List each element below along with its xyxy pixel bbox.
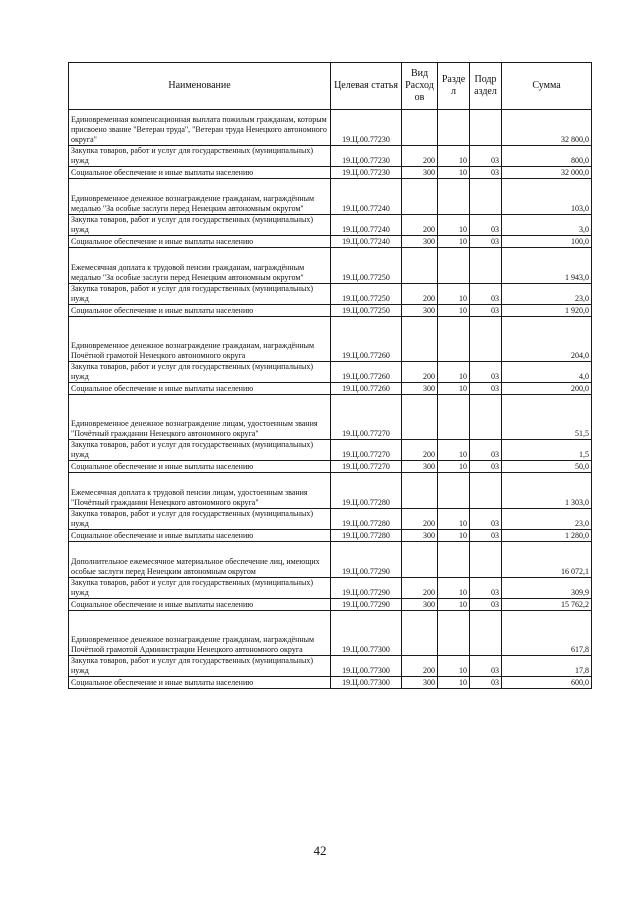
- cell-name: Ежемесячная доплата к трудовой пенсии лицам, удостоенным звания "Почётный гражданин Ненецкого автономного округа": [69, 473, 331, 509]
- cell-section: 10: [438, 578, 470, 599]
- cell-target-article: 19.Ц.00.77260: [331, 317, 402, 362]
- cell-subsection: 03: [470, 440, 502, 461]
- cell-expense-type: 300: [402, 530, 438, 542]
- cell-amount: 204,0: [502, 317, 592, 362]
- cell-section: [438, 473, 470, 509]
- table-row: [69, 395, 592, 440]
- cell-name: Дополнительное ежемесячное материальное обеспечение лиц, имеющих особые заслуги перед Ненецким автономным округом: [69, 542, 331, 578]
- table-row: [69, 317, 592, 362]
- cell-target-article: 19.Ц.00.77230: [331, 146, 402, 167]
- cell-subsection: [470, 473, 502, 509]
- cell-amount: 800,0: [502, 146, 592, 167]
- cell-expense-type: 300: [402, 599, 438, 611]
- cell-subsection: [470, 248, 502, 284]
- cell-name: Закупка товаров, работ и услуг для государственных (муниципальных) нужд: [69, 284, 331, 305]
- table-row: [69, 215, 592, 236]
- cell-name: Единовременное денежное вознаграждение лицам, удостоенным звания "Почётный гражданин Ненецкого автономного округа": [69, 395, 331, 440]
- cell-subsection: 03: [470, 599, 502, 611]
- cell-name: Социальное обеспечение и иные выплаты населению: [69, 599, 331, 611]
- table-row: [69, 110, 592, 146]
- cell-name: Закупка товаров, работ и услуг для государственных (муниципальных) нужд: [69, 509, 331, 530]
- cell-expense-type: 200: [402, 284, 438, 305]
- table-row: [69, 461, 592, 473]
- cell-subsection: 03: [470, 305, 502, 317]
- cell-subsection: 03: [470, 236, 502, 248]
- cell-target-article: 19.Ц.00.77230: [331, 110, 402, 146]
- cell-expense-type: 200: [402, 440, 438, 461]
- cell-expense-type: 300: [402, 305, 438, 317]
- table-row: [69, 146, 592, 167]
- cell-target-article: 19.Ц.00.77290: [331, 599, 402, 611]
- cell-target-article: 19.Ц.00.77260: [331, 383, 402, 395]
- cell-name: Закупка товаров, работ и услуг для государственных (муниципальных) нужд: [69, 362, 331, 383]
- cell-expense-type: [402, 110, 438, 146]
- cell-amount: 100,0: [502, 236, 592, 248]
- cell-section: [438, 395, 470, 440]
- cell-amount: 17,8: [502, 656, 592, 677]
- cell-amount: 309,9: [502, 578, 592, 599]
- table-row: [69, 530, 592, 542]
- cell-amount: 32 800,0: [502, 110, 592, 146]
- cell-name: Закупка товаров, работ и услуг для государственных (муниципальных) нужд: [69, 146, 331, 167]
- cell-section: 10: [438, 383, 470, 395]
- table-row: [69, 284, 592, 305]
- cell-section: 10: [438, 146, 470, 167]
- cell-target-article: 19.Ц.00.77250: [331, 248, 402, 284]
- cell-name: Единовременное денежное вознаграждение гражданам, награждённым медалью "За особые заслуги перед Ненецким автономным округом": [69, 179, 331, 215]
- cell-subsection: [470, 110, 502, 146]
- cell-target-article: 19.Ц.00.77240: [331, 215, 402, 236]
- cell-subsection: 03: [470, 656, 502, 677]
- cell-amount: 617,8: [502, 611, 592, 656]
- cell-name: Ежемесячная доплата к трудовой пенсии гражданам, награждённым медалью "За особые заслуги перед Ненецким автономным округом": [69, 248, 331, 284]
- table-row: [69, 167, 592, 179]
- cell-name: Социальное обеспечение и иные выплаты населению: [69, 461, 331, 473]
- cell-section: 10: [438, 677, 470, 689]
- cell-expense-type: 200: [402, 146, 438, 167]
- cell-amount: 1 920,0: [502, 305, 592, 317]
- cell-name: Социальное обеспечение и иные выплаты населению: [69, 383, 331, 395]
- cell-subsection: 03: [470, 383, 502, 395]
- cell-name: Закупка товаров, работ и услуг для государственных (муниципальных) нужд: [69, 215, 331, 236]
- budget-table: [68, 62, 592, 689]
- cell-target-article: 19.Ц.00.77270: [331, 461, 402, 473]
- cell-name: Единовременное денежное вознаграждение гражданам, награждённым Почётной грамотой Администрации Ненецкого автономного округа: [69, 611, 331, 656]
- cell-target-article: 19.Ц.00.77280: [331, 473, 402, 509]
- cell-amount: 600,0: [502, 677, 592, 689]
- cell-expense-type: 200: [402, 656, 438, 677]
- cell-name: Единовременное денежное вознаграждение гражданам, награждённым Почётной грамотой Ненецкого автономного округа: [69, 317, 331, 362]
- header-section: Разде л: [438, 63, 470, 110]
- table-body: [69, 110, 592, 689]
- cell-expense-type: [402, 395, 438, 440]
- header-subsection: Подр аздел: [470, 63, 502, 110]
- cell-amount: 1 303,0: [502, 473, 592, 509]
- cell-section: 10: [438, 530, 470, 542]
- cell-target-article: 19.Ц.00.77300: [331, 677, 402, 689]
- cell-section: 10: [438, 215, 470, 236]
- table-row: [69, 179, 592, 215]
- cell-subsection: 03: [470, 146, 502, 167]
- cell-subsection: [470, 395, 502, 440]
- cell-expense-type: 300: [402, 383, 438, 395]
- cell-section: [438, 611, 470, 656]
- cell-subsection: 03: [470, 530, 502, 542]
- cell-target-article: 19.Ц.00.77240: [331, 236, 402, 248]
- cell-name: Социальное обеспечение и иные выплаты населению: [69, 167, 331, 179]
- header-name: Наименование: [69, 63, 331, 110]
- table-row: [69, 473, 592, 509]
- cell-subsection: [470, 542, 502, 578]
- cell-section: 10: [438, 284, 470, 305]
- cell-expense-type: 200: [402, 215, 438, 236]
- cell-subsection: [470, 317, 502, 362]
- cell-expense-type: 300: [402, 236, 438, 248]
- table-row: [69, 578, 592, 599]
- cell-target-article: 19.Ц.00.77260: [331, 362, 402, 383]
- header-expense-type: Вид Расход ов: [402, 63, 438, 110]
- cell-subsection: 03: [470, 461, 502, 473]
- cell-target-article: 19.Ц.00.77300: [331, 656, 402, 677]
- cell-expense-type: 300: [402, 167, 438, 179]
- cell-subsection: [470, 611, 502, 656]
- cell-section: 10: [438, 461, 470, 473]
- table-row: [69, 440, 592, 461]
- cell-target-article: 19.Ц.00.77230: [331, 167, 402, 179]
- cell-subsection: 03: [470, 509, 502, 530]
- cell-name: Закупка товаров, работ и услуг для государственных (муниципальных) нужд: [69, 578, 331, 599]
- cell-amount: 32 000,0: [502, 167, 592, 179]
- cell-amount: 1,5: [502, 440, 592, 461]
- cell-amount: 3,0: [502, 215, 592, 236]
- table-row: [69, 542, 592, 578]
- cell-amount: 23,0: [502, 509, 592, 530]
- cell-section: [438, 248, 470, 284]
- cell-expense-type: [402, 317, 438, 362]
- cell-expense-type: 200: [402, 578, 438, 599]
- cell-expense-type: 200: [402, 362, 438, 383]
- cell-target-article: 19.Ц.00.77250: [331, 305, 402, 317]
- cell-target-article: 19.Ц.00.77290: [331, 542, 402, 578]
- cell-expense-type: [402, 179, 438, 215]
- cell-target-article: 19.Ц.00.77280: [331, 509, 402, 530]
- cell-name: Социальное обеспечение и иные выплаты населению: [69, 530, 331, 542]
- cell-target-article: 19.Ц.00.77240: [331, 179, 402, 215]
- cell-section: 10: [438, 305, 470, 317]
- cell-target-article: 19.Ц.00.77280: [331, 530, 402, 542]
- cell-amount: 4,0: [502, 362, 592, 383]
- cell-target-article: 19.Ц.00.77270: [331, 440, 402, 461]
- cell-section: 10: [438, 440, 470, 461]
- cell-subsection: 03: [470, 167, 502, 179]
- cell-expense-type: 200: [402, 509, 438, 530]
- cell-amount: 23,0: [502, 284, 592, 305]
- cell-amount: 200,0: [502, 383, 592, 395]
- cell-subsection: [470, 179, 502, 215]
- cell-amount: 1 280,0: [502, 530, 592, 542]
- header-row: [69, 63, 592, 110]
- cell-target-article: 19.Ц.00.77290: [331, 578, 402, 599]
- cell-name: Единовременная компенсационная выплата пожилым гражданам, которым присвоено звание "Ветеран труда", "Ветеран труда Ненецкого автономного округа": [69, 110, 331, 146]
- cell-section: 10: [438, 362, 470, 383]
- table-row: [69, 677, 592, 689]
- cell-amount: 51,5: [502, 395, 592, 440]
- cell-target-article: 19.Ц.00.77250: [331, 284, 402, 305]
- cell-subsection: 03: [470, 362, 502, 383]
- cell-expense-type: [402, 473, 438, 509]
- cell-name: Закупка товаров, работ и услуг для государственных (муниципальных) нужд: [69, 656, 331, 677]
- table-row: [69, 248, 592, 284]
- cell-name: Социальное обеспечение и иные выплаты населению: [69, 305, 331, 317]
- cell-section: [438, 179, 470, 215]
- table-row: [69, 362, 592, 383]
- table-row: [69, 305, 592, 317]
- cell-section: [438, 317, 470, 362]
- cell-amount: 103,0: [502, 179, 592, 215]
- cell-subsection: 03: [470, 578, 502, 599]
- cell-name: Социальное обеспечение и иные выплаты населению: [69, 677, 331, 689]
- table-row: [69, 611, 592, 656]
- header-amount: Сумма: [502, 63, 592, 110]
- table-row: [69, 599, 592, 611]
- cell-amount: 50,0: [502, 461, 592, 473]
- table-row: [69, 383, 592, 395]
- cell-section: 10: [438, 509, 470, 530]
- cell-section: [438, 542, 470, 578]
- cell-section: [438, 110, 470, 146]
- cell-expense-type: 300: [402, 461, 438, 473]
- cell-expense-type: [402, 248, 438, 284]
- cell-amount: 16 072,1: [502, 542, 592, 578]
- cell-subsection: 03: [470, 215, 502, 236]
- cell-target-article: 19.Ц.00.77300: [331, 611, 402, 656]
- cell-subsection: 03: [470, 677, 502, 689]
- cell-name: Социальное обеспечение и иные выплаты населению: [69, 236, 331, 248]
- table-row: [69, 656, 592, 677]
- table-row: [69, 509, 592, 530]
- cell-section: 10: [438, 656, 470, 677]
- cell-section: 10: [438, 599, 470, 611]
- table-row: [69, 236, 592, 248]
- cell-section: 10: [438, 236, 470, 248]
- cell-amount: 1 943,0: [502, 248, 592, 284]
- cell-section: 10: [438, 167, 470, 179]
- cell-expense-type: 300: [402, 677, 438, 689]
- cell-subsection: 03: [470, 284, 502, 305]
- cell-name: Закупка товаров, работ и услуг для государственных (муниципальных) нужд: [69, 440, 331, 461]
- cell-target-article: 19.Ц.00.77270: [331, 395, 402, 440]
- cell-expense-type: [402, 611, 438, 656]
- page-number: 42: [313, 843, 327, 858]
- cell-amount: 15 762,2: [502, 599, 592, 611]
- header-target-article: Целевая статья: [331, 63, 402, 110]
- cell-expense-type: [402, 542, 438, 578]
